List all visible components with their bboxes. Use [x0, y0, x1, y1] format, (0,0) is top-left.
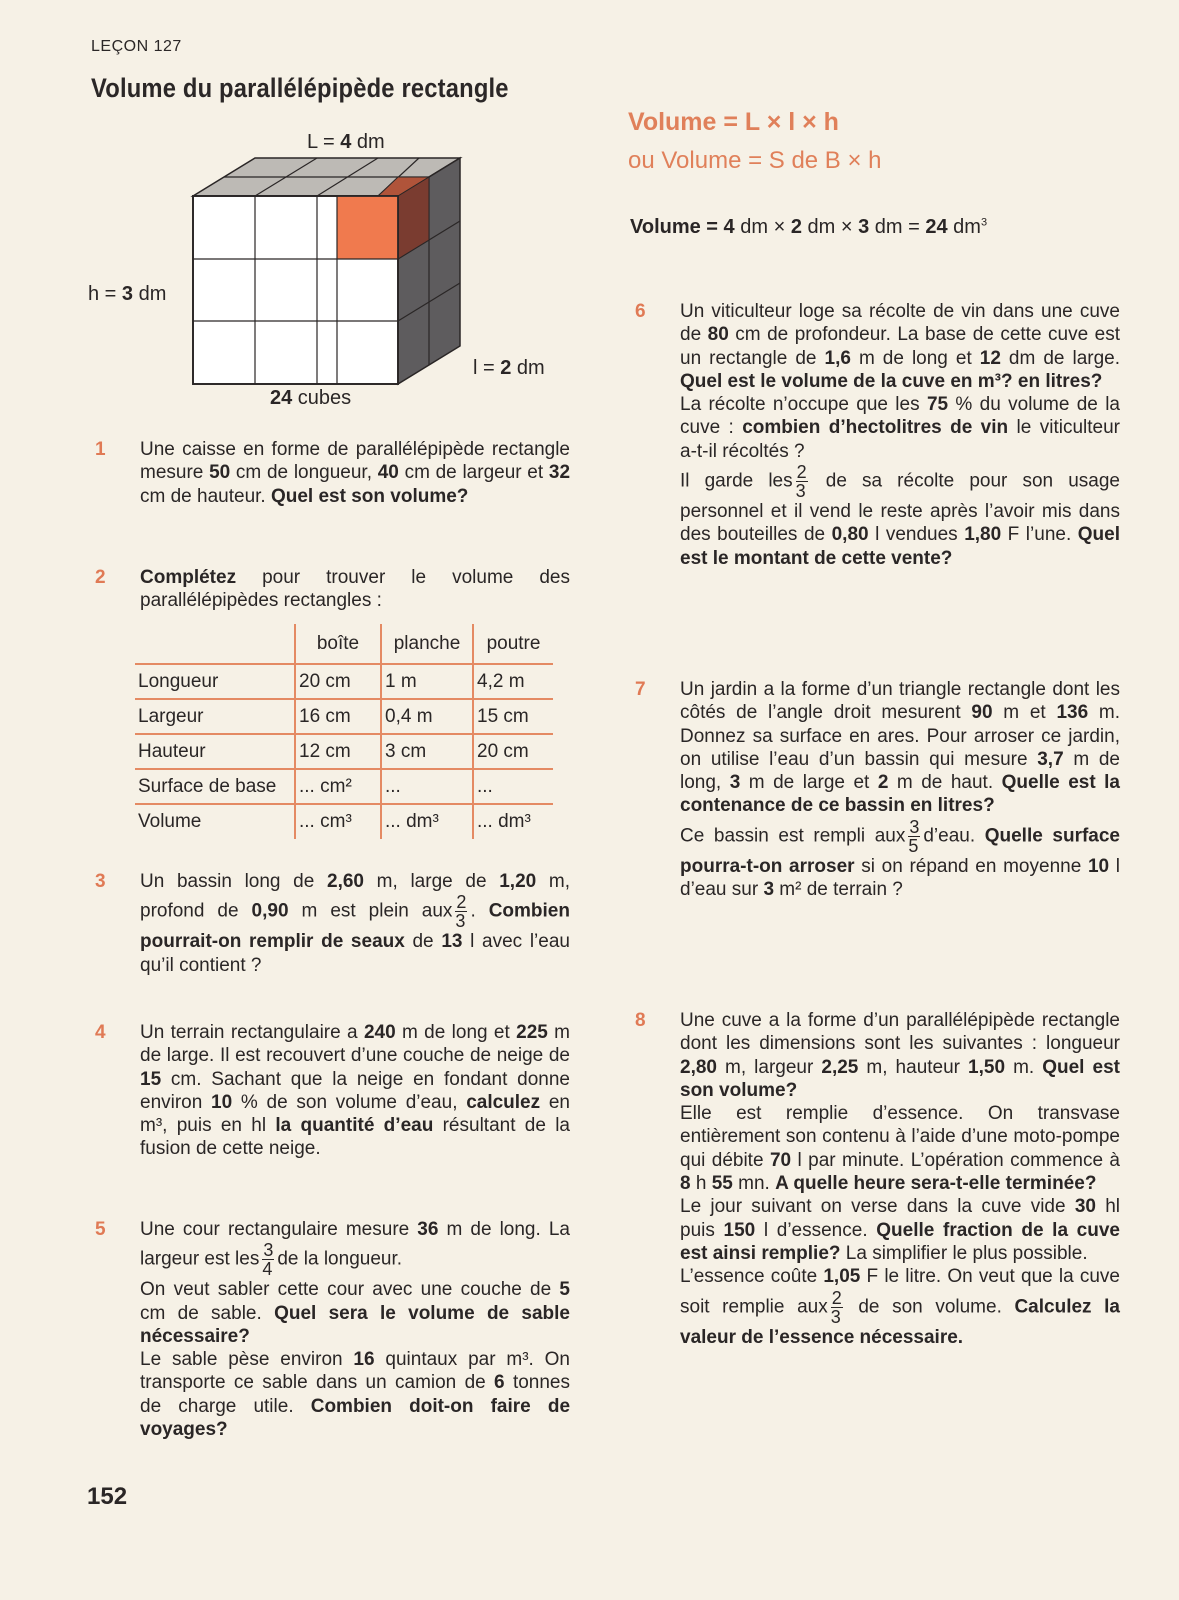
fraction: $\frac{3}{5}$	[908, 816, 920, 856]
exercise-number: 8	[635, 1010, 646, 1031]
page-number: 152	[87, 1483, 128, 1510]
exercise-number: 5	[95, 1219, 106, 1240]
exercise-1	[95, 438, 570, 508]
table-row: Volume ... cm³ ... dm³ ... dm³	[135, 804, 553, 839]
exercise-text: Un jardin a la forme d’un triangle rectangle dont les côtés de l’angle droit mesurent 90 m et 136 m. Donnez sa surface en ares. Pour arroser ce jardin, on utilise l’eau d’un bassin qui mesure 3,7 m de long, 3 m de large et 2 m de haut. Quelle est la contenance de ce bassin en litres?	[680, 679, 1121, 817]
exercise-number: 1	[95, 439, 106, 460]
exercise-number: 2	[95, 567, 106, 588]
cuboid-figure	[85, 128, 585, 428]
exercise-text: Une cour rectangulaire mesure 36 m de long. La largeur est les $\frac{3}{4}$ de la longueur.	[140, 1219, 570, 1280]
exercise-text: Elle est remplie d’essence. On transvase entièrement son contenu à l’aide d’une moto-pompe qui débite 70 l par minute. L’opération commence à 8 h 55 mn. A quelle heure sera-t-elle terminée?	[680, 1103, 1120, 1195]
volume-example: Volume = 4 dm × 2 dm × 3 dm = 24 $dm^3$	[630, 216, 988, 238]
height-label: h = 3 dm	[88, 283, 167, 305]
exercise-4	[95, 1021, 570, 1161]
table-row: Longueur 20 cm 1 m 4,2 m	[135, 664, 553, 699]
exercise-text: La récolte n’occupe que les 75 % du volume de la cuve : combien d’hectolitres de vin le viticulteur a-t-il récoltés ?	[680, 394, 1120, 462]
exercise-text: Il garde les $\frac{2}{3}$ de sa récolte pour son usage personnel et il vend le reste après l’avoir mis dans des bouteilles de 0,80 l vendues 1,80 F l’une. Quel est le montant de cette vente?	[680, 462, 1120, 569]
exercise-number: 4	[95, 1022, 106, 1043]
exercise-2	[95, 566, 570, 833]
page-title: Volume du parallélépipède rectangle	[91, 73, 509, 103]
table-row: Surface de base ... cm² ... ...	[135, 769, 553, 804]
exercise-text: Le jour suivant on verse dans la cuve vide 30 hl puis 150 l d’essence. Quelle fraction de la cuve est ainsi remplie? La simplifier le plus possible.	[680, 1196, 1120, 1264]
exercise-text: Une caisse en forme de parallélépipède rectangle mesure 50 cm de longueur, 40 cm de largeur et 32 cm de hauteur. Quel est son volume?	[140, 439, 571, 507]
exercise-text: Un bassin long de 2,60 m, large de 1,20 m, profond de 0,90 m est plein aux $\frac{2}{3}$ . Combien pourrait-on remplir de seaux de 13 l avec l’eau qu’il contient ?	[140, 871, 570, 976]
exercise-number: 7	[635, 679, 646, 700]
exercise-number: 3	[95, 871, 106, 892]
exercise-3	[95, 870, 570, 977]
exercise-text: Ce bassin est rempli aux $\frac{3}{5}$ d’eau. Quelle surface pourra-t-on arroser si on répand en moyenne 10 l d’eau sur 3 m² de terrain ?	[680, 816, 1120, 901]
fraction: $\frac{2}{3}$	[795, 462, 807, 502]
lesson-number: LEÇON 127	[91, 38, 182, 55]
cube-count-label: 24 cubes	[270, 387, 352, 409]
exercise-text: Un terrain rectangulaire a 240 m de long et 225 m de large. Il est recouvert d’une couche de neige de 15 cm. Sachant que la neige en fondant donne environ 10 % de son volume d’eau, calculez en m³, puis en hl la quantité d’eau résultant de la fusion de cette neige.	[140, 1022, 571, 1160]
exercise-text: Un viticulteur loge sa récolte de vin dans une cuve de 80 cm de profondeur. La base de cette cuve est un rectangle de 1,6 m de long et 12 dm de large. Quel est le volume de la cuve en m³? en litres?	[680, 301, 1121, 392]
exercise-5	[95, 1218, 570, 1441]
table-row: Hauteur 12 cm 3 cm 20 cm	[135, 734, 553, 769]
table-header-row: boîte planche poutre	[135, 624, 553, 664]
volume-formula-alt: ou Volume = S de B × h	[628, 147, 882, 174]
exercise-text: Le sable pèse environ 16 quintaux par m³. On transporte ce sable dans un camion de 6 tonnes de charge utile. Combien doit-on faire de voyages?	[140, 1349, 571, 1441]
cuboid-illustration	[85, 128, 585, 428]
volume-formula: Volume = L × l × h	[628, 108, 839, 136]
exercise-number: 6	[635, 301, 646, 322]
table-row: Largeur 16 cm 0,4 m 15 cm	[135, 699, 553, 734]
width-label: l = 2 dm	[473, 357, 545, 379]
exercise-8	[635, 1009, 1120, 1349]
exercise-text: Une cuve a la forme d’un parallélépipède rectangle dont les dimensions sont les suivantes : longueur 2,80 m, largeur 2,25 m, hauteur 1,50 m. Quel est son volume?	[680, 1010, 1120, 1101]
exercise-6	[635, 300, 1120, 570]
dimensions-table	[135, 624, 553, 839]
exercise-7	[635, 678, 1120, 901]
fraction: $\frac{2}{3}$	[830, 1287, 842, 1327]
exercise-text: L’essence coûte 1,05 F le litre. On veut que la cuve soit remplie aux $\frac{2}{3}$ de son volume. Calculez la valeur de l’essence nécessaire.	[680, 1266, 1120, 1348]
fraction: $\frac{2}{3}$	[455, 892, 467, 932]
fraction: $\frac{3}{4}$	[262, 1240, 274, 1280]
exercise-text: On veut sabler cette cour avec une couche de 5 cm de sable. Quel sera le volume de sable nécessaire?	[140, 1279, 571, 1347]
exercise-text: Complétez pour trouver le volume des parallélépipèdes rectangles :	[140, 567, 570, 612]
length-label: L = 4 dm	[307, 131, 385, 153]
